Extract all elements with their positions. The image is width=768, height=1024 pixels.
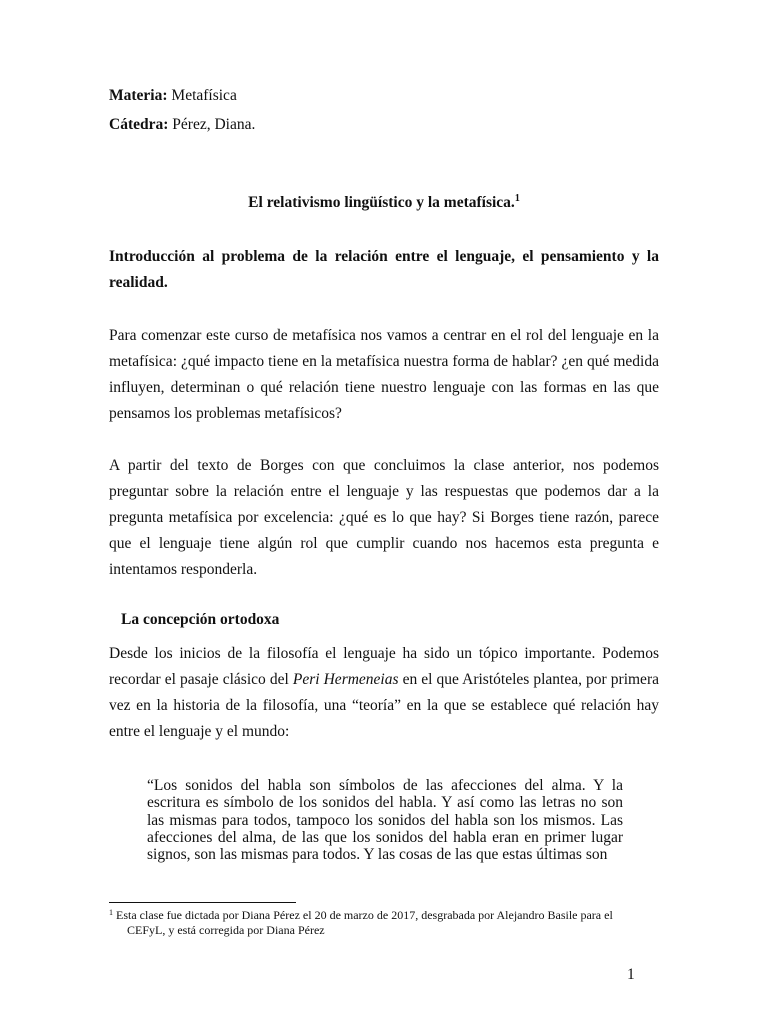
paragraph-3-after: en el que Aristóteles plantea, por primera vez en la historia de la filosofía, una “teoría” en la que se establece qué relación hay entre el lenguaje y el mundo: (109, 671, 659, 740)
footnote-line-1: Esta clase fue dictada por Diana Pérez el 20 de marzo de 2017, desgrabada por Alejandro Basile para el (113, 908, 613, 922)
title-text: El relativismo lingüístico y la metafísica. (248, 194, 515, 211)
materia-value: Metafísica (171, 87, 237, 104)
title-footnote-ref: 1 (514, 193, 520, 204)
footnote-divider (109, 902, 296, 903)
catedra-label: Cátedra: (109, 116, 169, 133)
intro-heading: Introducción al problema de la relación entre el lenguaje, el pensamiento y la realidad. (109, 248, 659, 291)
catedra-value: Pérez, Diana. (172, 116, 256, 133)
page-number: 1 (627, 966, 635, 983)
materia-label: Materia: (109, 87, 168, 104)
block-quote: “Los sonidos del habla son símbolos de las afecciones del alma. Y la escritura es símbolo de los sonidos del habla. Y así como las letras no son las mismas para todos, tampoco los sonidos del habla son los mismos. Las afecciones del alma, de las que los sonidos del habla eran en primer lugar signos, son las mismas para todos. Y las cosas de las que estas últimas son (147, 777, 623, 864)
catedra-line (109, 115, 255, 135)
paragraph-3-before: Desde los inicios de la filosofía el lenguaje ha sido un tópico importante. Podemos recordar el pasaje clásico del (109, 645, 659, 688)
page-title (0, 193, 768, 213)
paragraph-1: Para comenzar este curso de metafísica nos vamos a centrar en el rol del lenguaje en la metafísica: ¿qué impacto tiene en la metafísica nuestra forma de hablar? ¿en qué medida influyen, determinan o qué relación tiene nuestro lenguaje con las formas en las que pensamos los problemas metafísicos? (109, 327, 659, 422)
paragraph-2: A partir del texto de Borges con que concluimos la clase anterior, nos podemos preguntar sobre la relación entre el lenguaje y las respuestas que podemos dar a la pregunta metafísica por excelencia: ¿qué es lo que hay? Si Borges tiene razón, parece que el lenguaje tiene algún rol que cumplir cuando nos hacemos esta pregunta e intentamos responderla. (109, 457, 659, 578)
footnote (109, 908, 659, 938)
section-heading: La concepción ortodoxa (121, 611, 280, 628)
peri-hermeneias-title: Peri Hermeneias (292, 671, 399, 688)
materia-line (109, 86, 237, 106)
paragraph-3 (109, 641, 659, 745)
footnote-number: 1 (109, 908, 113, 917)
footnote-line-2: CEFyL, y está corregida por Diana Pérez (127, 923, 325, 937)
